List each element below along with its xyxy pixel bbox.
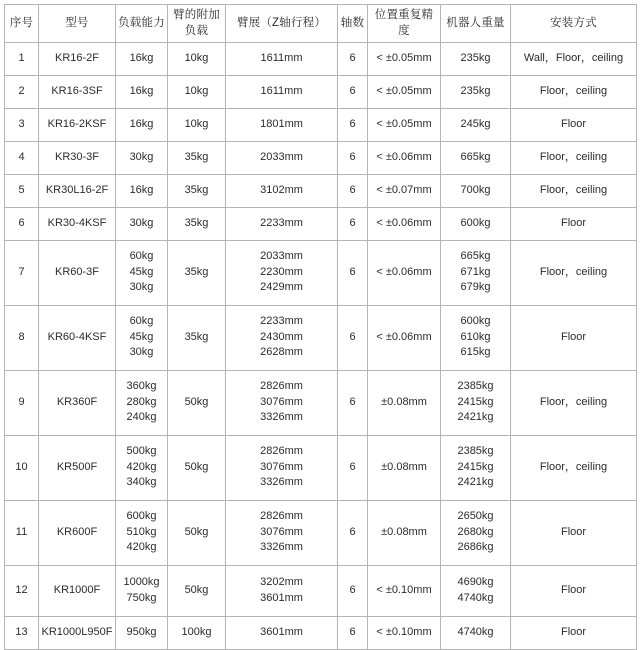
cell-reach: 2233mm 2430mm 2628mm xyxy=(226,305,338,370)
column-header-mounting: 安装方式 xyxy=(511,5,637,43)
cell-mounting: Floor xyxy=(511,500,637,565)
column-header-repeatability: 位置重复精度 xyxy=(368,5,441,43)
cell-axes: 6 xyxy=(338,500,368,565)
table-row xyxy=(5,75,637,108)
cell-model: KR1000F xyxy=(39,565,116,616)
table-row xyxy=(5,174,637,207)
cell-index: 13 xyxy=(5,616,39,649)
table-row xyxy=(5,305,637,370)
column-header-index: 序号 xyxy=(5,5,39,43)
cell-weight: 600kg 610kg 615kg xyxy=(441,305,511,370)
cell-repeatability: ±0.08mm xyxy=(368,435,441,500)
cell-axes: 6 xyxy=(338,75,368,108)
table-row xyxy=(5,240,637,305)
cell-mounting: Floor，ceiling xyxy=(511,75,637,108)
cell-weight: 4690kg 4740kg xyxy=(441,565,511,616)
cell-arm-extra-load: 10kg xyxy=(168,108,226,141)
cell-model: KR600F xyxy=(39,500,116,565)
robot-spec-table xyxy=(4,4,637,650)
cell-index: 3 xyxy=(5,108,39,141)
cell-payload: 1000kg 750kg xyxy=(116,565,168,616)
cell-weight: 2650kg 2680kg 2686kg xyxy=(441,500,511,565)
cell-reach: 3202mm 3601mm xyxy=(226,565,338,616)
cell-mounting: Floor，ceiling xyxy=(511,435,637,500)
cell-reach: 2826mm 3076mm 3326mm xyxy=(226,370,338,435)
column-header-weight: 机器人重量 xyxy=(441,5,511,43)
table-header-row xyxy=(5,5,637,43)
cell-reach: 1611mm xyxy=(226,42,338,75)
column-header-axes: 轴数 xyxy=(338,5,368,43)
cell-arm-extra-load: 35kg xyxy=(168,305,226,370)
cell-index: 11 xyxy=(5,500,39,565)
column-header-payload: 负载能力 xyxy=(116,5,168,43)
cell-arm-extra-load: 50kg xyxy=(168,435,226,500)
cell-weight: 665kg xyxy=(441,141,511,174)
table-row xyxy=(5,370,637,435)
cell-arm-extra-load: 35kg xyxy=(168,207,226,240)
cell-index: 10 xyxy=(5,435,39,500)
cell-model: KR1000L950F xyxy=(39,616,116,649)
cell-axes: 6 xyxy=(338,616,368,649)
cell-repeatability: < ±0.06mm xyxy=(368,240,441,305)
table-row xyxy=(5,141,637,174)
cell-model: KR60-4KSF xyxy=(39,305,116,370)
cell-model: KR360F xyxy=(39,370,116,435)
cell-axes: 6 xyxy=(338,108,368,141)
cell-payload: 30kg xyxy=(116,207,168,240)
cell-reach: 3601mm xyxy=(226,616,338,649)
cell-model: KR500F xyxy=(39,435,116,500)
cell-model: KR16-2F xyxy=(39,42,116,75)
cell-arm-extra-load: 50kg xyxy=(168,370,226,435)
cell-weight: 235kg xyxy=(441,75,511,108)
cell-payload: 60kg 45kg 30kg xyxy=(116,305,168,370)
cell-axes: 6 xyxy=(338,370,368,435)
cell-repeatability: < ±0.05mm xyxy=(368,42,441,75)
cell-index: 5 xyxy=(5,174,39,207)
cell-payload: 16kg xyxy=(116,42,168,75)
table-row xyxy=(5,207,637,240)
cell-weight: 2385kg 2415kg 2421kg xyxy=(441,435,511,500)
cell-repeatability: < ±0.07mm xyxy=(368,174,441,207)
cell-repeatability: < ±0.10mm xyxy=(368,616,441,649)
cell-payload: 16kg xyxy=(116,75,168,108)
column-header-model: 型号 xyxy=(39,5,116,43)
cell-index: 12 xyxy=(5,565,39,616)
cell-arm-extra-load: 35kg xyxy=(168,240,226,305)
cell-index: 9 xyxy=(5,370,39,435)
cell-arm-extra-load: 35kg xyxy=(168,141,226,174)
cell-reach: 1611mm xyxy=(226,75,338,108)
cell-weight: 235kg xyxy=(441,42,511,75)
column-header-arm-extra-load: 臂的附加负载 xyxy=(168,5,226,43)
cell-reach: 2826mm 3076mm 3326mm xyxy=(226,435,338,500)
cell-weight: 665kg 671kg 679kg xyxy=(441,240,511,305)
cell-axes: 6 xyxy=(338,240,368,305)
cell-repeatability: ±0.08mm xyxy=(368,500,441,565)
table-row xyxy=(5,500,637,565)
cell-reach: 2233mm xyxy=(226,207,338,240)
cell-axes: 6 xyxy=(338,435,368,500)
cell-payload: 360kg 280kg 240kg xyxy=(116,370,168,435)
table-body xyxy=(5,42,637,649)
cell-weight: 700kg xyxy=(441,174,511,207)
column-header-reach: 臂展（Z轴行程） xyxy=(226,5,338,43)
cell-repeatability: < ±0.06mm xyxy=(368,305,441,370)
cell-model: KR16-2KSF xyxy=(39,108,116,141)
cell-weight: 245kg xyxy=(441,108,511,141)
cell-mounting: Floor xyxy=(511,108,637,141)
cell-mounting: Floor xyxy=(511,616,637,649)
cell-mounting: Floor xyxy=(511,207,637,240)
cell-model: KR30-3F xyxy=(39,141,116,174)
cell-model: KR60-3F xyxy=(39,240,116,305)
cell-axes: 6 xyxy=(338,565,368,616)
cell-arm-extra-load: 10kg xyxy=(168,42,226,75)
cell-index: 1 xyxy=(5,42,39,75)
cell-mounting: Wall，Floor，ceiling xyxy=(511,42,637,75)
cell-index: 4 xyxy=(5,141,39,174)
cell-weight: 600kg xyxy=(441,207,511,240)
cell-axes: 6 xyxy=(338,207,368,240)
table-row xyxy=(5,435,637,500)
cell-reach: 2033mm xyxy=(226,141,338,174)
cell-index: 7 xyxy=(5,240,39,305)
cell-model: KR30L16-2F xyxy=(39,174,116,207)
cell-model: KR30-4KSF xyxy=(39,207,116,240)
cell-mounting: Floor，ceiling xyxy=(511,240,637,305)
cell-reach: 3102mm xyxy=(226,174,338,207)
cell-repeatability: < ±0.06mm xyxy=(368,207,441,240)
cell-repeatability: < ±0.06mm xyxy=(368,141,441,174)
cell-arm-extra-load: 10kg xyxy=(168,75,226,108)
cell-index: 2 xyxy=(5,75,39,108)
cell-weight: 4740kg xyxy=(441,616,511,649)
cell-repeatability: ±0.08mm xyxy=(368,370,441,435)
cell-payload: 30kg xyxy=(116,141,168,174)
cell-reach: 2033mm 2230mm 2429mm xyxy=(226,240,338,305)
table-row xyxy=(5,616,637,649)
cell-mounting: Floor，ceiling xyxy=(511,174,637,207)
cell-repeatability: < ±0.10mm xyxy=(368,565,441,616)
table-header xyxy=(5,5,637,43)
table-row xyxy=(5,42,637,75)
cell-payload: 16kg xyxy=(116,174,168,207)
cell-axes: 6 xyxy=(338,141,368,174)
cell-mounting: Floor，ceiling xyxy=(511,141,637,174)
cell-arm-extra-load: 50kg xyxy=(168,565,226,616)
cell-payload: 500kg 420kg 340kg xyxy=(116,435,168,500)
cell-mounting: Floor xyxy=(511,305,637,370)
cell-reach: 2826mm 3076mm 3326mm xyxy=(226,500,338,565)
cell-model: KR16-3SF xyxy=(39,75,116,108)
cell-repeatability: < ±0.05mm xyxy=(368,108,441,141)
cell-index: 8 xyxy=(5,305,39,370)
cell-payload: 16kg xyxy=(116,108,168,141)
cell-payload: 600kg 510kg 420kg xyxy=(116,500,168,565)
cell-mounting: Floor，ceiling xyxy=(511,370,637,435)
cell-axes: 6 xyxy=(338,42,368,75)
cell-payload: 950kg xyxy=(116,616,168,649)
cell-weight: 2385kg 2415kg 2421kg xyxy=(441,370,511,435)
cell-reach: 1801mm xyxy=(226,108,338,141)
cell-arm-extra-load: 35kg xyxy=(168,174,226,207)
table-row xyxy=(5,108,637,141)
cell-repeatability: < ±0.05mm xyxy=(368,75,441,108)
cell-arm-extra-load: 100kg xyxy=(168,616,226,649)
cell-index: 6 xyxy=(5,207,39,240)
cell-axes: 6 xyxy=(338,174,368,207)
cell-axes: 6 xyxy=(338,305,368,370)
table-row xyxy=(5,565,637,616)
cell-arm-extra-load: 50kg xyxy=(168,500,226,565)
cell-mounting: Floor xyxy=(511,565,637,616)
cell-payload: 60kg 45kg 30kg xyxy=(116,240,168,305)
